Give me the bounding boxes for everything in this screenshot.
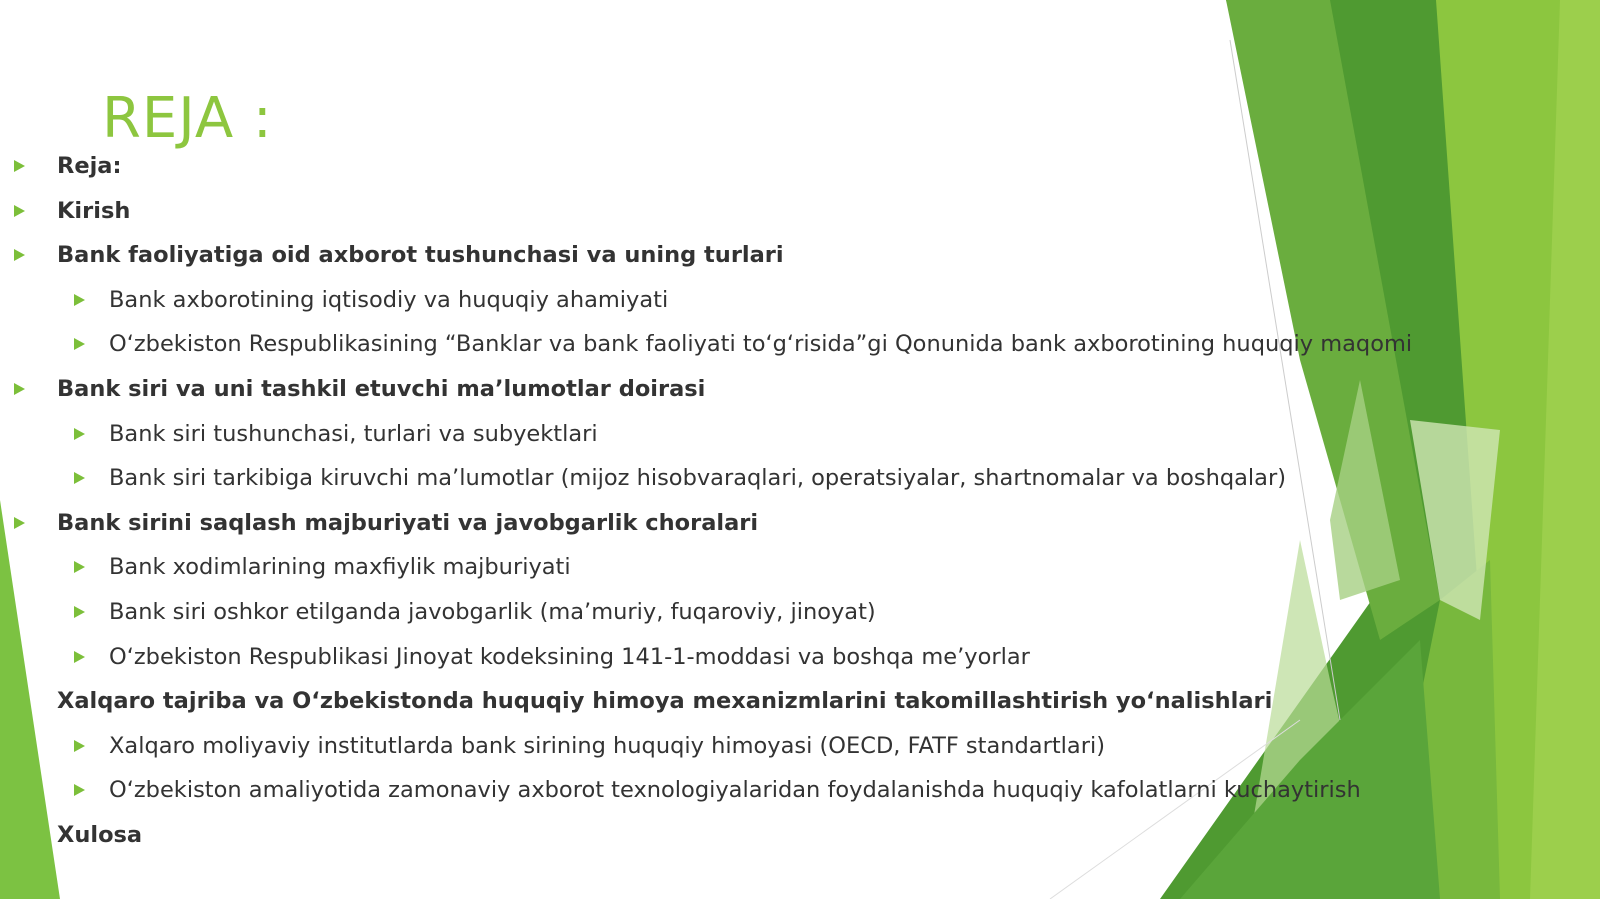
triangle-right-icon (74, 740, 85, 752)
outline-item-text: Kirish (57, 197, 131, 224)
outline-item-text: Xulosa (57, 821, 143, 848)
outline-item-text: Reja: (57, 153, 122, 179)
triangle-right-icon (74, 428, 85, 440)
outline-subitem (0, 590, 1440, 635)
outline-item-text: Bank sirini saqlash majburiyati va javobgarlik choralari (57, 509, 759, 536)
triangle-right-icon (14, 249, 25, 261)
outline-subitem (0, 322, 1440, 367)
outline-item (0, 813, 1440, 858)
slide-title: REJA : (102, 86, 273, 151)
outline-subitem-text: Bank siri tushunchasi, turlari va subyektlari (109, 420, 598, 447)
outline-subitem (0, 635, 1440, 680)
outline-item (0, 233, 1440, 278)
outline-item (0, 367, 1440, 412)
outline-subitem (0, 412, 1440, 457)
outline-subitem-text: Bank siri tarkibiga kiruvchi ma’lumotlar (mijoz hisobvaraqlari, operatsiyalar, shartnomalar va boshqalar) (109, 465, 1286, 492)
outline-subitem (0, 768, 1440, 813)
triangle-right-icon (14, 205, 25, 217)
outline-item-text: Bank faoliyatiga oid axborot tushunchasi va uning turlari (57, 242, 784, 269)
outline-item-text: Xalqaro tajriba va O‘zbekistonda huquqiy himoya mexanizmlarini takomillashtirish yo‘nalishlari (57, 688, 1273, 715)
triangle-right-icon (74, 294, 85, 306)
outline-subitem-text: Bank axborotining iqtisodiy va huquqiy ahamiyati (109, 286, 669, 313)
outline-item (0, 679, 1440, 724)
outline-item (0, 501, 1440, 546)
outline-subitem (0, 545, 1440, 590)
triangle-right-icon (14, 383, 25, 395)
outline-subitem (0, 456, 1440, 501)
outline-subitem (0, 278, 1440, 323)
triangle-right-icon (74, 472, 85, 484)
triangle-right-icon (74, 606, 85, 618)
outline-item-text: Bank siri va uni tashkil etuvchi ma’lumotlar doirasi (57, 375, 706, 402)
outline-subitem (0, 724, 1440, 769)
outline-subitem-text: Xalqaro moliyaviy institutlarda bank sirining huquqiy himoyasi (OECD, FATF standartlari) (109, 732, 1105, 759)
outline-subitem-text: Bank siri oshkor etilganda javobgarlik (ma’muriy, fuqaroviy, jinoyat) (109, 598, 876, 625)
triangle-right-icon (74, 784, 85, 796)
outline-item (0, 189, 1440, 234)
triangle-right-icon (14, 160, 25, 172)
outline-subitem-text: O‘zbekiston Respublikasining “Banklar va bank faoliyati to‘g‘risida”gi Qonunida bank axborotining huquqiy maqomi (109, 331, 1413, 358)
outline-subitem-text: O‘zbekiston Respublikasi Jinoyat kodeksining 141-1-moddasi va boshqa me’yorlar (109, 643, 1030, 670)
outline-subitem-text: Bank xodimlarining maxfiylik majburiyati (109, 554, 571, 581)
triangle-right-icon (74, 651, 85, 663)
triangle-right-icon (14, 517, 25, 529)
triangle-right-icon (74, 338, 85, 350)
triangle-right-icon (74, 561, 85, 573)
outline-subitem-text: O‘zbekiston amaliyotida zamonaviy axborot texnologiyalaridan foydalanishda huquqiy kafolatlarni kuchaytirish (109, 777, 1361, 804)
outline-item (0, 144, 1440, 189)
outline-list (0, 144, 1440, 858)
